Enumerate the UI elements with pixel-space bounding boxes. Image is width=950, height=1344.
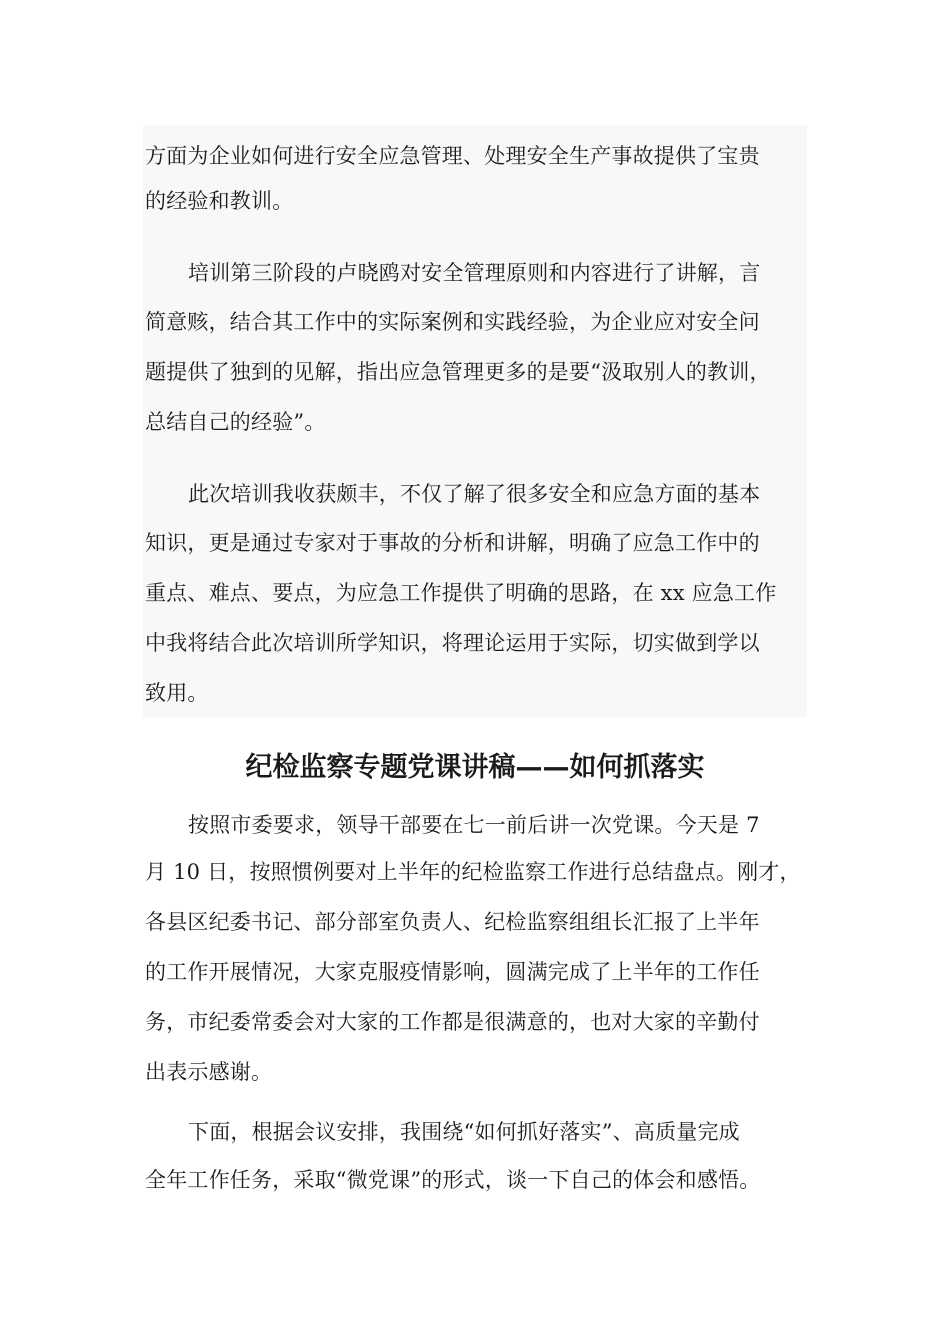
text-line: 题提供了独到的见解，指出应急管理更多的是要“汲取别人的教训， bbox=[145, 360, 771, 384]
text-line: 各县区纪委书记、部分部室负责人、纪检监察组组长汇报了上半年 bbox=[145, 910, 760, 934]
text-line: 重点、难点、要点，为应急工作提供了明确的思路，在 xx 应急工作 bbox=[145, 581, 777, 605]
text-line: 培训第三阶段的卢晓鸥对安全管理原则和内容进行了讲解，言 bbox=[188, 261, 761, 285]
text-line: 致用。 bbox=[145, 681, 209, 705]
text-line: 的经验和教训。 bbox=[145, 189, 294, 213]
text-line: 总结自己的经验”。 bbox=[145, 410, 326, 434]
text-line: 此次培训我收获颇丰，不仅了解了很多安全和应急方面的基本 bbox=[188, 482, 761, 506]
document-title: 纪检监察专题党课讲稿——如何抓落实 bbox=[245, 752, 705, 783]
text-line: 简意赅，结合其工作中的实际案例和实践经验，为企业应对安全问 bbox=[145, 310, 760, 334]
text-line: 务，市纪委常委会对大家的工作都是很满意的，也对大家的辛勤付 bbox=[145, 1010, 760, 1034]
text-line: 知识，更是通过专家对于事故的分析和讲解，明确了应急工作中的 bbox=[145, 531, 760, 555]
text-line: 的工作开展情况，大家克服疫情影响，圆满完成了上半年的工作任 bbox=[145, 960, 760, 984]
text-line: 全年工作任务，采取“微党课”的形式，谈一下自己的体会和感悟。 bbox=[145, 1168, 761, 1192]
text-line: 中我将结合此次培训所学知识，将理论运用于实际，切实做到学以 bbox=[145, 631, 760, 655]
text-line: 出表示感谢。 bbox=[145, 1060, 273, 1084]
text-line: 按照市委要求，领导干部要在七一前后讲一次党课。今天是 7 bbox=[188, 813, 760, 837]
text-line: 方面为企业如何进行安全应急管理、处理安全生产事故提供了宝贵 bbox=[145, 144, 760, 168]
text-line: 下面，根据会议安排，我围绕“如何抓好落实”、高质量完成 bbox=[188, 1120, 740, 1144]
text-line: 月 10 日，按照惯例要对上半年的纪检监察工作进行总结盘点。刚才， bbox=[145, 860, 801, 884]
